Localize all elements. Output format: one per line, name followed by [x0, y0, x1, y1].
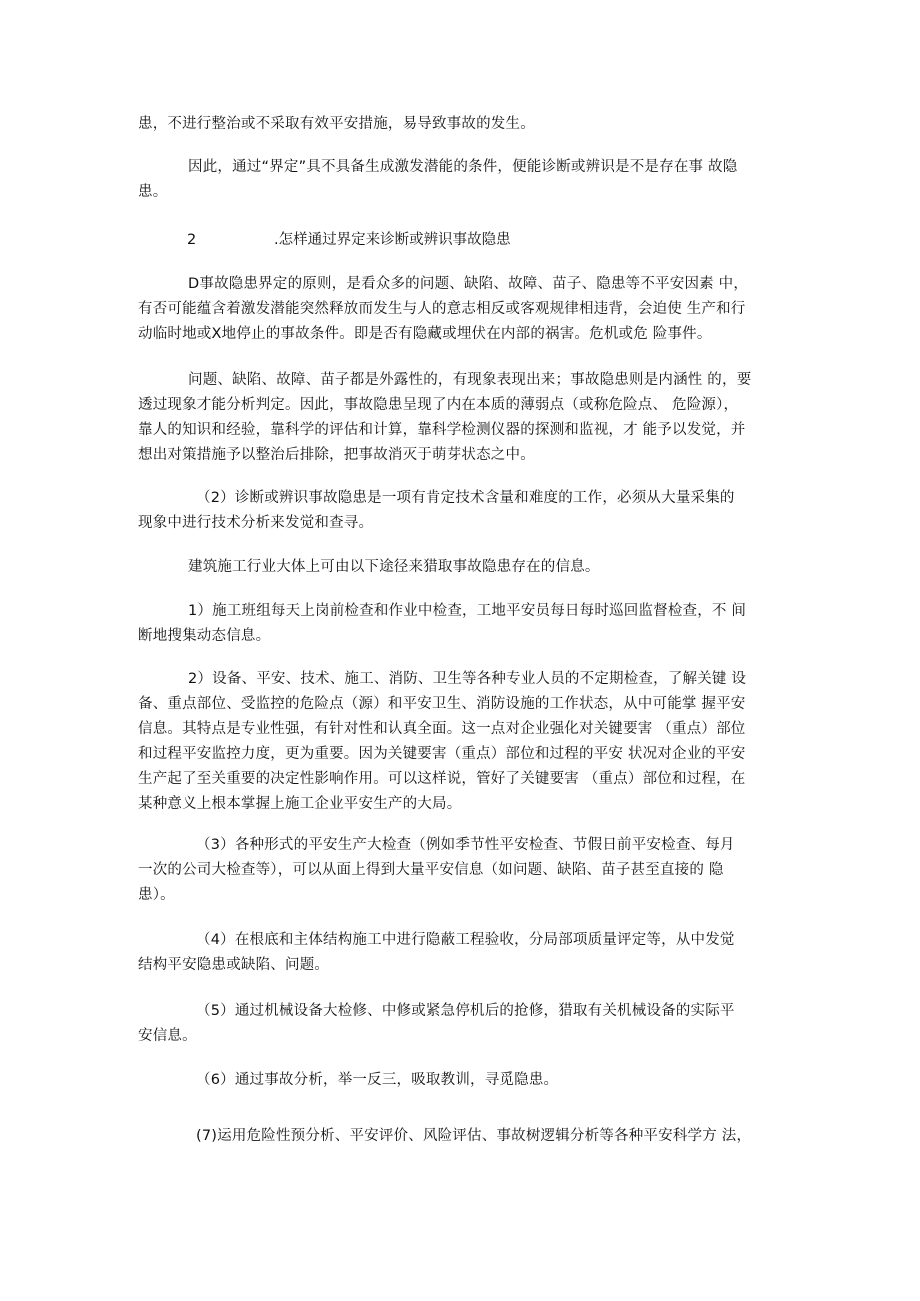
text-line: 一次的公司大检查等），可以从面上得到大量平安信息（如问题、缺陷、苗子甚至直接的 隐 [138, 862, 724, 878]
text-line: 结构平安隐患或缺陷、问题。 [138, 957, 330, 973]
text-line: （3）各种形式的平安生产大检查（例如季节性平安检查、节假日前平安检查、每月 [196, 837, 735, 853]
text-line: 患）。 [138, 887, 175, 903]
text-line: 安信息。 [138, 1028, 197, 1044]
text-line: 患，不进行整治或不采取有效平安措施，易导致事故的发生。 [138, 116, 535, 132]
paragraph-13 [138, 1124, 786, 1149]
text-line: （6）通过事故分析，举一反三，吸取教训，寻觅隐患。 [196, 1072, 559, 1088]
text-line: 和过程平安监控力度，更为重要。因为关键要害（重点）部位和过程的平安 状况对企业的平安 [138, 746, 746, 762]
text-line: 1）施工班组每天上岗前检查和作业中检查，工地平安员每日每时巡回监督检查，不 间 [188, 603, 747, 619]
text-line: 2）设备、平安、技术、施工、消防、卫生等各种专业人员的不定期检查，了解关键 设 [188, 671, 747, 687]
section-number: 2 [187, 232, 197, 248]
paragraph-6 [138, 555, 786, 580]
paragraph-12 [138, 1068, 786, 1093]
text-line: （2）诊断或辨识事故隐患是一项有肯定技术含量和难度的工作，必须从大量采集的 [196, 490, 735, 506]
text-line: 有否可能蕴含着激发潜能突然释放而发生与人的意志相反或客观规律相违背，会迫使 生产和行 [138, 301, 746, 317]
paragraph-7 [138, 599, 786, 649]
text-line: （4）在根底和主体结构施工中进行隐蔽工程验收，分局部项质量评定等，从中发觉 [196, 932, 735, 948]
paragraph-10 [138, 928, 786, 978]
text-line: 某种意义上根本掌握上施工企业平安生产的大局。 [138, 796, 462, 812]
section-title: .怎样通过界定来诊断或辨识事故隐患 [274, 232, 511, 248]
text-line: 信息。其特点是专业性强，有针对性和认真全面。这一点对企业强化对关键要害 （重点）部位 [138, 721, 746, 737]
text-line: 问题、缺陷、故障、苗子都是外露性的，有现象表现出来；事故隐患则是内涵性 的，要 [188, 372, 752, 388]
text-line: 想出对策措施予以整治后排除，把事故消灭于萌芽状态之中。 [138, 447, 535, 463]
text-line: D事故隐患界定的原则，是看众多的问题、缺陷、故障、苗子、隐患等不平安因素 中， [188, 276, 749, 292]
paragraph-4 [138, 368, 786, 468]
paragraph-2 [138, 155, 786, 205]
paragraph-11 [138, 999, 786, 1049]
text-line: 备、重点部位、受监控的危险点（源）和平安卫生、消防设施的工作状态，从中可能掌 握平安 [138, 696, 746, 712]
text-line: 断地搜集动态信息。 [138, 628, 271, 644]
text-line: 动临时地或X地停止的事故条件。即是否有隐藏或埋伏在内部的祸害。危机或危 险事件。 [138, 326, 712, 342]
text-line: 透过现象才能分析判定。因此，事故隐患呈现了内在本质的薄弱点（或称危险点、 危险源）， [138, 397, 739, 413]
text-line: 患。 [138, 184, 168, 200]
paragraph-9 [138, 833, 786, 908]
text-line: 现象中进行技术分析来发觉和查寻。 [138, 515, 374, 531]
paragraph-3 [138, 272, 786, 347]
text-line: （5）通过机械设备大检修、中修或紧急停机后的抢修，猎取有关机械设备的实际平 [196, 1003, 735, 1019]
text-line: 因此，通过“界定”具不具备生成激发潜能的条件，便能诊断或辨识是不是存在事 故隐 [188, 159, 738, 175]
paragraph-1 [138, 112, 786, 137]
paragraph-8 [138, 667, 786, 817]
text-line: 生产起了至关重要的决定性影响作用。可以这样说，管好了关键要害 （重点）部位和过程，在 [138, 771, 746, 787]
text-line: 建筑施工行业大体上可由以下途径来猎取事故隐患存在的信息。 [188, 559, 600, 575]
text-line: 靠人的知识和经验，靠科学的评估和计算，靠科学检测仪器的探测和监视，才 能予以发觉，并 [138, 422, 746, 438]
paragraph-5 [138, 486, 786, 536]
text-line: (7)运用危险性预分析、平安评价、风险评估、事故树逻辑分析等各种平安科学方 法， [196, 1128, 752, 1144]
